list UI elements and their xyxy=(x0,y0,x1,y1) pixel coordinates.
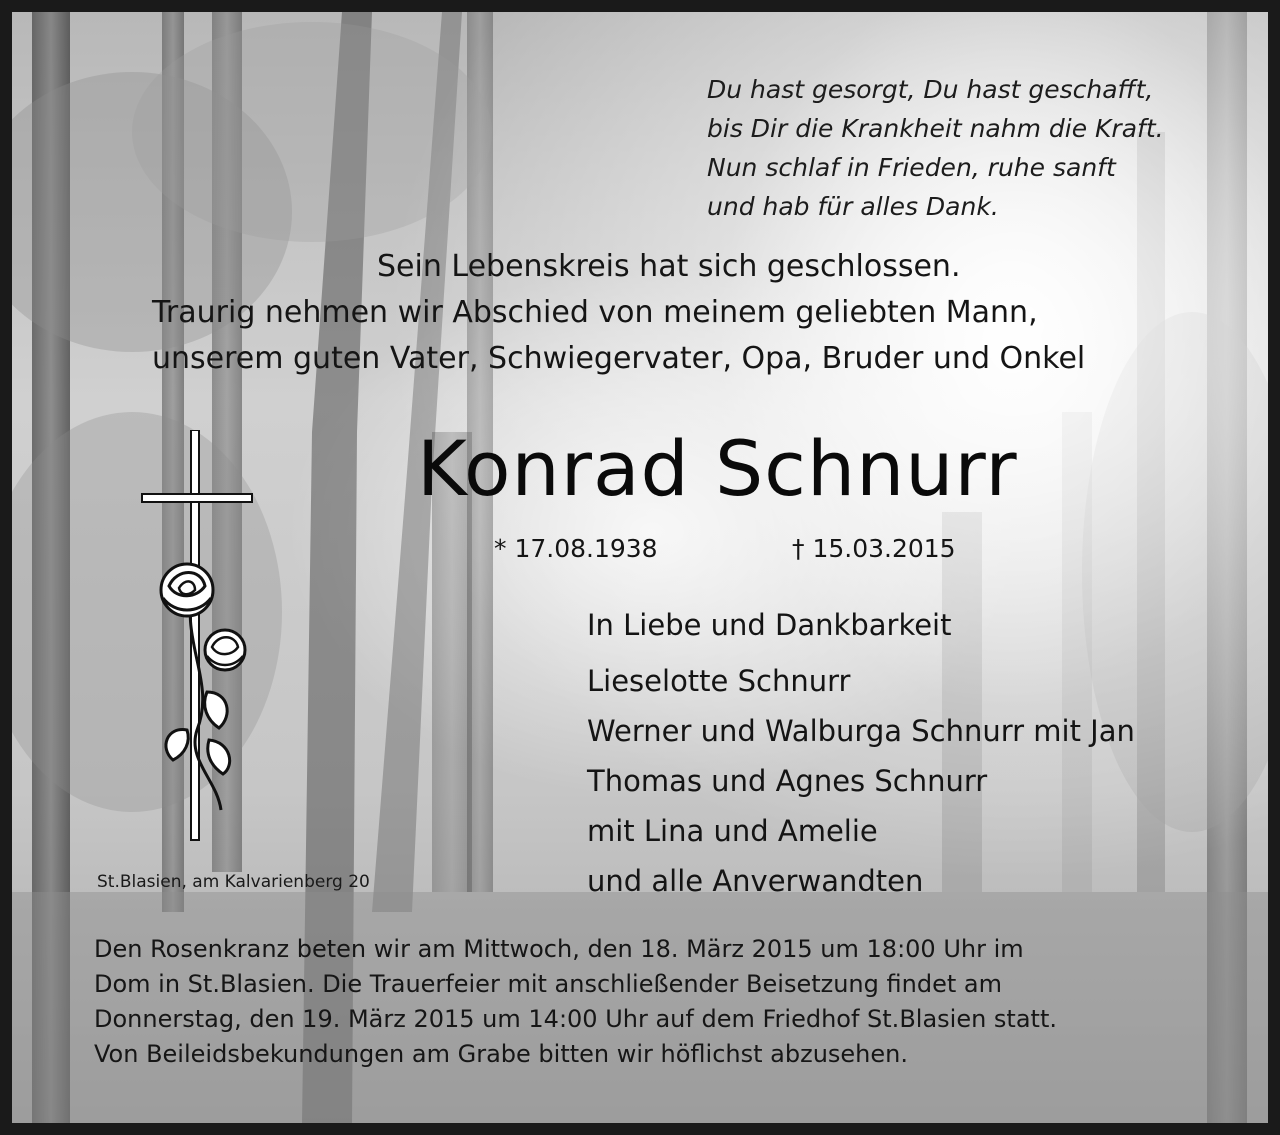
birth-date: * 17.08.1938 xyxy=(494,534,658,563)
intro-line: Sein Lebenskreis hat sich geschlossen. xyxy=(377,249,961,284)
mourners-list xyxy=(587,600,1247,906)
notice-line: Den Rosenkranz beten wir am Mittwoch, den 18. März 2015 um 18:00 Uhr im xyxy=(94,935,1024,963)
intro-line: Traurig nehmen wir Abschied von meinem geliebten Mann, xyxy=(152,295,1038,330)
mourner: Thomas und Agnes Schnurr xyxy=(587,764,988,798)
funeral-notice xyxy=(94,932,1224,1072)
poem-line: Du hast gesorgt, Du hast geschafft, xyxy=(707,75,1154,104)
mourner: und alle Anverwandten xyxy=(587,864,924,898)
death-date: † 15.03.2015 xyxy=(792,534,956,563)
poem-line: Nun schlaf in Frieden, ruhe sanft xyxy=(707,153,1116,182)
notice-line: Dom in St.Blasien. Die Trauerfeier mit anschließender Beisetzung findet am xyxy=(94,970,1002,998)
family-address: St.Blasien, am Kalvarienberg 20 xyxy=(97,872,370,892)
notice-line: Von Beileidsbekundungen am Grabe bitten wir höflichst abzusehen. xyxy=(94,1040,908,1068)
intro-text xyxy=(152,244,1212,382)
cross-with-roses-icon xyxy=(137,430,267,850)
mourner: mit Lina und Amelie xyxy=(587,814,878,848)
mourner: Werner und Walburga Schnurr mit Jan xyxy=(587,714,1135,748)
mourners-lead: In Liebe und Dankbarkeit xyxy=(587,608,952,642)
poem-line: bis Dir die Krankheit nahm die Kraft. xyxy=(707,114,1164,143)
deceased-name: Konrad Schnurr xyxy=(417,424,1018,513)
notice-line: Donnerstag, den 19. März 2015 um 14:00 Uhr auf dem Friedhof St.Blasien statt. xyxy=(94,1005,1057,1033)
mourner: Lieselotte Schnurr xyxy=(587,664,851,698)
intro-line: unserem guten Vater, Schwiegervater, Opa, Bruder und Onkel xyxy=(152,341,1086,376)
poem xyxy=(707,70,1247,226)
poem-line: und hab für alles Dank. xyxy=(707,192,999,221)
